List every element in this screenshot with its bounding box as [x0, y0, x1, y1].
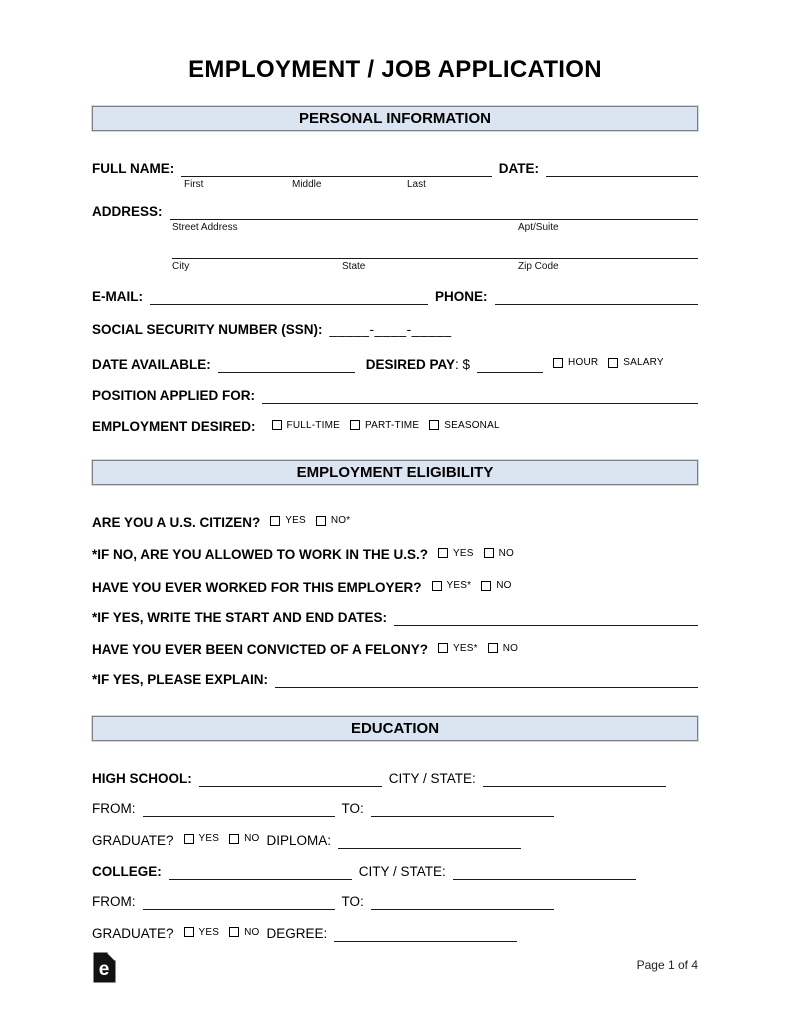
- hs-to-label: TO:: [341, 801, 364, 816]
- college-graduate-label: GRADUATE?: [92, 926, 174, 941]
- city-state-zip-input-line[interactable]: [172, 244, 698, 259]
- allowed-no-checkbox[interactable]: [484, 548, 494, 558]
- hour-checkbox[interactable]: [553, 358, 563, 368]
- full-time-checkbox[interactable]: [272, 420, 282, 430]
- apt-suite-sublabel: Apt/Suite: [518, 222, 559, 233]
- us-citizen-question: ARE YOU A U.S. CITIZEN?: [92, 514, 261, 530]
- hs-to-input-line[interactable]: [371, 802, 554, 817]
- section-header-employment-eligibility: [92, 460, 698, 485]
- address-label: ADDRESS:: [92, 204, 163, 219]
- allowed-no-label: NO: [498, 547, 515, 559]
- high-school-row: [92, 770, 698, 787]
- ssn-input-blanks[interactable]: _____-____-_____: [329, 322, 452, 337]
- felony-yes-label: YES*: [453, 642, 478, 654]
- hs-from-label: FROM:: [92, 801, 136, 816]
- hs-from-input-line[interactable]: [143, 802, 335, 817]
- college-label: COLLEGE:: [92, 863, 162, 879]
- diploma-label: DIPLOMA:: [266, 832, 332, 848]
- high-school-graduate-row: [92, 830, 698, 849]
- section-header-label: EMPLOYMENT ELIGIBILITY: [296, 464, 494, 481]
- please-explain-row: [92, 671, 698, 688]
- college-graduate-no-label: NO: [244, 926, 260, 938]
- desired-pay-label-group: [366, 356, 470, 373]
- high-school-input-line[interactable]: [199, 772, 382, 787]
- date-available-row: [92, 354, 698, 373]
- hs-graduate-no-option[interactable]: [229, 830, 259, 848]
- hs-graduate-yes-label: YES: [198, 833, 220, 844]
- college-graduate-yes-label: YES: [198, 926, 220, 938]
- college-to-label: TO:: [341, 893, 364, 909]
- date-input-line[interactable]: [546, 162, 698, 177]
- last-name-sublabel: Last: [407, 179, 426, 190]
- citizen-yes-checkbox[interactable]: [270, 516, 280, 526]
- hs-city-state-label: CITY / STATE:: [388, 771, 476, 786]
- please-explain-input-line[interactable]: [275, 673, 698, 688]
- college-graduate-no-checkbox[interactable]: [229, 927, 239, 937]
- felony-yes-option[interactable]: [438, 640, 478, 658]
- full-name-label: FULL NAME:: [92, 161, 175, 176]
- felony-no-label: NO: [502, 642, 519, 654]
- full-time-option[interactable]: [272, 417, 340, 435]
- hs-graduate-no-label: NO: [244, 833, 260, 844]
- address-sublabels-1: [92, 221, 698, 234]
- address-row-2: [92, 244, 698, 259]
- eforms-logo: [93, 952, 116, 988]
- middle-name-sublabel: Middle: [292, 179, 322, 190]
- phone-label: PHONE:: [435, 289, 488, 304]
- salary-checkbox[interactable]: [608, 358, 618, 368]
- date-available-label: DATE AVAILABLE:: [92, 356, 211, 372]
- worked-for-employer-question: HAVE YOU EVER WORKED FOR THIS EMPLOYER?: [92, 579, 422, 595]
- please-explain-label: *IF YES, PLEASE EXPLAIN:: [92, 672, 269, 687]
- allowed-to-work-question: *IF NO, ARE YOU ALLOWED TO WORK IN THE U.S.?: [92, 547, 429, 562]
- college-row: [92, 863, 698, 880]
- worked-no-label: NO: [496, 580, 512, 591]
- employment-desired-label: EMPLOYMENT DESIRED:: [92, 419, 256, 434]
- section-header-label: PERSONAL INFORMATION: [299, 110, 491, 127]
- hs-city-state-input-line[interactable]: [483, 772, 666, 787]
- college-graduate-yes-option[interactable]: [184, 924, 220, 942]
- high-school-from-to-row: [92, 800, 698, 817]
- allowed-yes-checkbox[interactable]: [438, 548, 448, 558]
- page-title: EMPLOYMENT / JOB APPLICATION: [188, 56, 602, 83]
- street-address-input-line[interactable]: [170, 205, 698, 220]
- hs-graduate-label: GRADUATE?: [92, 832, 174, 848]
- position-applied-label: POSITION APPLIED FOR:: [92, 387, 256, 403]
- address-row: [92, 203, 698, 220]
- full-time-label: FULL-TIME: [286, 419, 340, 431]
- first-name-sublabel: First: [184, 179, 204, 190]
- phone-input-line[interactable]: [495, 290, 698, 305]
- hour-option[interactable]: [553, 354, 598, 372]
- college-to-input-line[interactable]: [371, 895, 554, 910]
- worked-for-employer-question-row: [92, 577, 698, 596]
- email-input-line[interactable]: [150, 290, 428, 305]
- college-city-state-label: CITY / STATE:: [358, 863, 446, 879]
- desired-pay-prefix: : $: [455, 356, 471, 372]
- college-input-line[interactable]: [169, 865, 352, 880]
- allowed-no-option[interactable]: [484, 545, 514, 563]
- eforms-logo-letter: e: [98, 959, 110, 980]
- college-graduate-row: [92, 924, 698, 943]
- felony-no-checkbox[interactable]: [488, 643, 498, 653]
- college-from-label: FROM:: [92, 893, 136, 909]
- salary-label: SALARY: [623, 357, 664, 368]
- degree-label: DEGREE:: [266, 926, 328, 941]
- start-end-dates-row: [92, 609, 698, 626]
- citizen-no-option[interactable]: [316, 512, 351, 530]
- citizen-yes-label: YES: [285, 515, 306, 526]
- part-time-option[interactable]: [350, 417, 419, 435]
- citizen-yes-option[interactable]: [270, 512, 306, 530]
- start-end-dates-label: *IF YES, WRITE THE START AND END DATES:: [92, 609, 388, 625]
- part-time-label: PART-TIME: [365, 419, 420, 431]
- salary-option[interactable]: [608, 354, 663, 372]
- full-name-input-line[interactable]: [181, 162, 492, 177]
- college-graduate-no-option[interactable]: [229, 924, 259, 942]
- start-end-dates-input-line[interactable]: [394, 611, 698, 626]
- state-sublabel: State: [342, 261, 366, 272]
- section-header-personal-information: [92, 106, 698, 131]
- felony-no-option[interactable]: [488, 640, 518, 658]
- part-time-checkbox[interactable]: [350, 420, 360, 430]
- date-available-input-line[interactable]: [218, 358, 355, 373]
- college-city-state-input-line[interactable]: [453, 865, 636, 880]
- diploma-input-line[interactable]: [338, 834, 521, 849]
- high-school-label: HIGH SCHOOL:: [92, 771, 192, 786]
- seasonal-checkbox[interactable]: [429, 420, 439, 430]
- full-name-sublabels: [92, 178, 698, 191]
- college-from-to-row: [92, 893, 698, 910]
- worked-yes-label: YES*: [446, 580, 472, 591]
- college-from-input-line[interactable]: [143, 895, 335, 910]
- email-phone-row: [92, 288, 698, 305]
- address-sublabels-2: [92, 260, 698, 273]
- allowed-yes-label: YES: [453, 547, 474, 559]
- hs-graduate-yes-checkbox[interactable]: [184, 834, 194, 844]
- zip-code-sublabel: Zip Code: [518, 261, 559, 272]
- street-address-sublabel: Street Address: [172, 222, 238, 233]
- employment-desired-row: [92, 417, 698, 436]
- felony-question-row: [92, 640, 698, 659]
- felony-yes-checkbox[interactable]: [438, 643, 448, 653]
- section-header-education: [92, 716, 698, 741]
- section-header-label: EDUCATION: [350, 720, 440, 737]
- us-citizen-question-row: [92, 512, 698, 531]
- citizen-no-label: NO*: [330, 515, 351, 526]
- degree-input-line[interactable]: [334, 927, 517, 942]
- full-name-row: [92, 160, 698, 177]
- date-label: DATE:: [498, 161, 539, 176]
- worked-yes-checkbox[interactable]: [432, 581, 442, 591]
- hs-graduate-yes-option[interactable]: [184, 830, 220, 848]
- city-sublabel: City: [172, 261, 190, 272]
- desired-pay-input-line[interactable]: [477, 358, 543, 373]
- hour-label: HOUR: [568, 357, 599, 368]
- allowed-to-work-question-row: [92, 545, 698, 564]
- allowed-yes-option[interactable]: [438, 545, 474, 563]
- ssn-row: [92, 321, 698, 338]
- felony-question: HAVE YOU EVER BEEN CONVICTED OF A FELONY?: [92, 642, 429, 657]
- worked-no-checkbox[interactable]: [481, 581, 491, 591]
- ssn-label: SOCIAL SECURITY NUMBER (SSN):: [92, 322, 323, 337]
- position-row: [92, 387, 698, 404]
- hs-graduate-no-checkbox[interactable]: [229, 834, 239, 844]
- desired-pay-label: DESIRED PAY: [365, 356, 456, 372]
- email-label: E-MAIL:: [92, 289, 143, 304]
- position-input-line[interactable]: [262, 389, 698, 404]
- worked-yes-option[interactable]: [432, 577, 472, 595]
- page-number: Page 1 of 4: [636, 958, 698, 972]
- college-graduate-yes-checkbox[interactable]: [184, 927, 194, 937]
- seasonal-label: SEASONAL: [444, 419, 500, 431]
- seasonal-option[interactable]: [429, 417, 500, 435]
- citizen-no-checkbox[interactable]: [316, 516, 326, 526]
- worked-no-option[interactable]: [481, 577, 511, 595]
